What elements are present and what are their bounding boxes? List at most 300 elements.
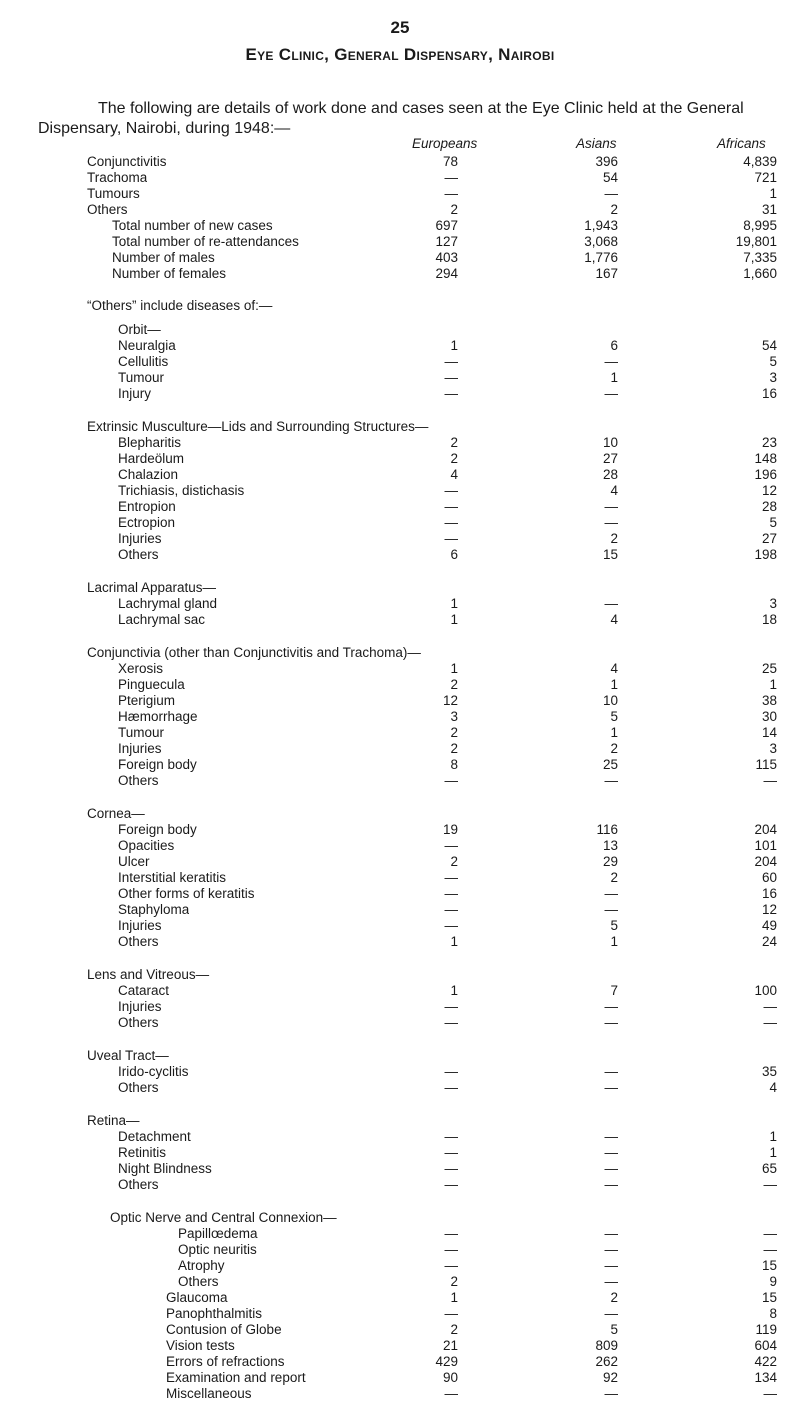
sections-block [0, 322, 800, 1402]
asians-value: 116 [596, 822, 618, 837]
europeans-value: — [444, 1242, 458, 1257]
africans-value: 9 [769, 1274, 777, 1289]
africans-value: 14 [761, 725, 777, 740]
europeans-value: — [444, 499, 458, 514]
row-label: Pinguecula [118, 677, 185, 692]
europeans-value: 2 [450, 854, 458, 869]
row-label: Foreign body [118, 822, 197, 837]
table-row [0, 154, 800, 170]
africans-value: 1 [769, 186, 777, 201]
europeans-value: — [444, 1177, 458, 1192]
table-row [0, 1306, 800, 1322]
africans-value: 12 [761, 483, 777, 498]
asians-value: 2 [610, 870, 618, 885]
table-row [0, 515, 800, 531]
page-title: Eye Clinic, General Dispensary, Nairobi [245, 45, 555, 64]
row-label: Cellulitis [118, 354, 169, 369]
africans-value: 15 [761, 1290, 777, 1305]
row-label: Injuries [118, 531, 162, 546]
africans-value: 19,801 [735, 234, 777, 249]
africans-value: 119 [755, 1322, 777, 1337]
africans-value: 15 [761, 1258, 777, 1273]
asians-value: 1,943 [584, 218, 618, 233]
table-row [0, 338, 800, 354]
asians-value: 1 [610, 370, 618, 385]
table-row [0, 531, 800, 547]
africans-value: 54 [761, 338, 777, 353]
europeans-value: 697 [435, 218, 458, 233]
row-label: Miscellaneous [166, 1386, 252, 1401]
asians-value: 2 [610, 202, 618, 217]
row-label: Total number of new cases [112, 218, 273, 233]
africans-value: 31 [761, 202, 777, 217]
row-label: Foreign body [118, 757, 197, 772]
europeans-value: 1 [450, 338, 458, 353]
row-label: Pterigium [118, 693, 176, 708]
africans-value: — [763, 1386, 777, 1401]
europeans-value: — [444, 386, 458, 401]
africans-value: 4,839 [743, 154, 777, 169]
table-row [0, 870, 800, 886]
asians-value: 25 [602, 757, 618, 772]
row-label: Injuries [118, 918, 162, 933]
asians-value: — [604, 499, 618, 514]
asians-value: 29 [602, 854, 618, 869]
table-row [0, 773, 800, 789]
africans-value: 16 [761, 386, 777, 401]
row-label: Others [118, 1015, 159, 1030]
africans-value: 16 [761, 886, 777, 901]
section-heading: Orbit— [118, 322, 161, 337]
europeans-value: — [444, 838, 458, 853]
row-label: Lachrymal gland [118, 596, 218, 611]
asians-value: — [604, 1129, 618, 1144]
table-row [0, 886, 800, 902]
europeans-value: — [444, 186, 458, 201]
europeans-value: 2 [450, 677, 458, 692]
asians-value: — [604, 1306, 618, 1321]
europeans-value: 2 [450, 725, 458, 740]
table-row [0, 234, 800, 250]
table-row [0, 1129, 800, 1145]
asians-value: 6 [610, 338, 618, 353]
asians-value: 15 [602, 547, 618, 562]
row-label: Others [87, 202, 128, 217]
africans-value: 30 [761, 709, 777, 724]
section-heading: Conjunctivia (other than Conjunctivitis and Trachoma)— [87, 645, 421, 660]
row-label: Other forms of keratitis [118, 886, 255, 901]
africans-value: 115 [755, 757, 777, 772]
africans-value: 35 [761, 1064, 777, 1079]
row-label: Ulcer [118, 854, 150, 869]
table-row [0, 483, 800, 499]
table-row [0, 1161, 800, 1177]
row-label: Others [118, 773, 159, 788]
table-row [0, 1274, 800, 1290]
africans-value: 100 [754, 983, 777, 998]
table-row [0, 983, 800, 999]
africans-value: 5 [769, 515, 777, 530]
table-row [0, 918, 800, 934]
intro-line-2: Dispensary, Nairobi, during 1948:— [38, 120, 291, 137]
asians-value: — [604, 886, 618, 901]
table-row [0, 499, 800, 515]
section-heading: Optic Nerve and Central Connexion— [110, 1210, 337, 1225]
europeans-value: 1 [450, 612, 458, 627]
table-row [0, 709, 800, 725]
table-row [0, 218, 800, 234]
asians-value: 5 [610, 1322, 618, 1337]
asians-value: 2 [610, 1290, 618, 1305]
europeans-value: 1 [450, 934, 458, 949]
row-label: Detachment [118, 1129, 191, 1144]
europeans-value: — [444, 1386, 458, 1401]
europeans-value: 21 [442, 1338, 458, 1353]
asians-value: 5 [610, 918, 618, 933]
europeans-value: — [444, 1064, 458, 1079]
table-row [0, 250, 800, 266]
africans-value: 25 [761, 661, 777, 676]
section-heading: Lacrimal Apparatus— [87, 580, 217, 595]
europeans-value: 2 [450, 451, 458, 466]
europeans-value: — [444, 1161, 458, 1176]
europeans-value: 127 [435, 234, 458, 249]
asians-value: — [604, 773, 618, 788]
africans-value: 18 [761, 612, 777, 627]
asians-value: — [604, 999, 618, 1014]
asians-value: 4 [610, 612, 618, 627]
section-heading: Uveal Tract— [87, 1048, 169, 1063]
row-label: Chalazion [118, 467, 179, 482]
section-heading: Lens and Vitreous— [87, 967, 210, 982]
row-label: Staphyloma [118, 902, 190, 917]
table-row [0, 693, 800, 709]
africans-value: 3 [769, 370, 777, 385]
africans-value: 198 [754, 547, 777, 562]
europeans-value: — [444, 1015, 458, 1030]
africans-value: — [763, 1015, 777, 1030]
africans-value: 134 [754, 1370, 777, 1385]
row-label: Injuries [118, 999, 162, 1014]
asians-value: 13 [602, 838, 618, 853]
europeans-value: 1 [450, 596, 458, 611]
africans-value: 3 [769, 741, 777, 756]
col-africans: Africans [717, 136, 766, 151]
table-row [0, 1015, 800, 1031]
europeans-value: — [444, 354, 458, 369]
europeans-value: 1 [450, 661, 458, 676]
europeans-value: 19 [442, 822, 458, 837]
row-label: Optic neuritis [178, 1242, 257, 1257]
row-label: Injuries [118, 741, 162, 756]
row-label: Injury [118, 386, 152, 401]
row-label: Lachrymal sac [118, 612, 206, 627]
table-header [0, 136, 800, 154]
europeans-value: — [444, 886, 458, 901]
asians-value: — [604, 1226, 618, 1241]
row-label: Ectropion [118, 515, 176, 530]
europeans-value: 2 [450, 1274, 458, 1289]
africans-value: 27 [761, 531, 777, 546]
africans-value: 196 [754, 467, 777, 482]
europeans-value: — [444, 515, 458, 530]
intro-paragraph [38, 99, 778, 139]
row-label: Conjunctivitis [87, 154, 167, 169]
table-row [0, 170, 800, 186]
europeans-value: 90 [442, 1370, 458, 1385]
table-row [0, 677, 800, 693]
asians-value: 2 [610, 531, 618, 546]
table-row [0, 612, 800, 628]
row-label: Opacities [118, 838, 175, 853]
africans-value: 65 [761, 1161, 777, 1176]
asians-value: 2 [610, 741, 618, 756]
table-row [0, 435, 800, 451]
table-row [0, 725, 800, 741]
asians-value: 28 [602, 467, 618, 482]
europeans-value: 8 [450, 757, 458, 772]
europeans-value: 294 [435, 266, 458, 281]
asians-value: 10 [602, 693, 618, 708]
table-row [0, 1386, 800, 1402]
row-label: Others [118, 934, 159, 949]
europeans-value: — [444, 1129, 458, 1144]
europeans-value: — [444, 1080, 458, 1095]
table-row [0, 757, 800, 773]
asians-value: — [604, 1242, 618, 1257]
row-label: Trichiasis, distichasis [118, 483, 245, 498]
row-label: Others [178, 1274, 219, 1289]
asians-value: — [604, 515, 618, 530]
asians-value: 4 [610, 661, 618, 676]
asians-value: — [604, 1015, 618, 1030]
col-asians: Asians [576, 136, 617, 151]
table-row [0, 741, 800, 757]
col-europeans: Europeans [412, 136, 478, 151]
table-row [0, 266, 800, 282]
table-row [0, 1226, 800, 1242]
table-row [0, 386, 800, 402]
asians-value: — [604, 386, 618, 401]
asians-value: — [604, 186, 618, 201]
asians-value: — [604, 1258, 618, 1273]
europeans-value: 1 [450, 983, 458, 998]
africans-value: 604 [754, 1338, 777, 1353]
africans-value: 12 [761, 902, 777, 917]
africans-value: 8,995 [743, 218, 777, 233]
row-label: Others [118, 1080, 159, 1095]
asians-value: — [604, 1177, 618, 1192]
row-label: Atrophy [178, 1258, 225, 1273]
row-label: Tumour [118, 725, 165, 740]
table-row [0, 1242, 800, 1258]
asians-value: 3,068 [584, 234, 618, 249]
table-row [0, 186, 800, 202]
europeans-value: 6 [450, 547, 458, 562]
europeans-value: — [444, 531, 458, 546]
africans-value: 28 [761, 499, 777, 514]
africans-value: 422 [754, 1354, 777, 1369]
asians-value: — [604, 354, 618, 369]
europeans-value: — [444, 1258, 458, 1273]
table-row [0, 934, 800, 950]
table-row [0, 451, 800, 467]
table-row [0, 1145, 800, 1161]
row-label: Tumour [118, 370, 165, 385]
row-label: Blepharitis [118, 435, 182, 450]
europeans-value: 2 [450, 202, 458, 217]
asians-value: 4 [610, 483, 618, 498]
asians-value: 10 [602, 435, 618, 450]
europeans-value: 4 [450, 467, 458, 482]
asians-value: 1 [610, 677, 618, 692]
table-row [0, 1370, 800, 1386]
row-label: Glaucoma [166, 1290, 228, 1305]
asians-value: 1 [610, 725, 618, 740]
row-label: Xerosis [118, 661, 164, 676]
europeans-value: 2 [450, 741, 458, 756]
africans-value: 204 [754, 854, 777, 869]
africans-value: 7,335 [743, 250, 777, 265]
table-row [0, 1290, 800, 1306]
europeans-value: 12 [442, 693, 458, 708]
europeans-value: — [444, 773, 458, 788]
row-label: Vision tests [166, 1338, 235, 1353]
row-label: Hæmorrhage [118, 709, 198, 724]
row-label: Entropion [118, 499, 176, 514]
africans-value: 38 [761, 693, 777, 708]
europeans-value: — [444, 170, 458, 185]
row-label: Examination and report [166, 1370, 306, 1385]
section-heading: Retina— [87, 1113, 140, 1128]
table-row [0, 999, 800, 1015]
africans-value: 4 [769, 1080, 777, 1095]
asians-value: 7 [610, 983, 618, 998]
asians-value: 27 [602, 451, 618, 466]
europeans-value: — [444, 1145, 458, 1160]
row-label: Errors of refractions [166, 1354, 285, 1369]
table-row [0, 1258, 800, 1274]
europeans-value: 403 [435, 250, 458, 265]
table-row [0, 1064, 800, 1080]
table-row [0, 1080, 800, 1096]
row-label: Neuralgia [118, 338, 176, 353]
row-label: Number of males [112, 250, 215, 265]
row-label: Night Blindness [118, 1161, 212, 1176]
page-number: 25 [390, 18, 410, 37]
row-label: Number of females [112, 266, 227, 281]
asians-value: 396 [595, 154, 618, 169]
section-heading: Cornea— [87, 806, 145, 821]
europeans-value: 2 [450, 435, 458, 450]
africans-value: 49 [761, 918, 777, 933]
africans-value: 148 [754, 451, 777, 466]
row-label: Interstitial keratitis [118, 870, 227, 885]
asians-value: 167 [595, 266, 618, 281]
table-row [0, 822, 800, 838]
africans-value: 8 [769, 1306, 777, 1321]
europeans-value: — [444, 483, 458, 498]
asians-value: — [604, 1064, 618, 1079]
asians-value: — [604, 596, 618, 611]
intro-line-1: The following are details of work done and cases seen at the Eye Clinic held at the General [98, 100, 744, 117]
asians-value: 54 [602, 170, 618, 185]
africans-value: — [763, 1226, 777, 1241]
africans-value: 1 [769, 1145, 777, 1160]
row-label: Total number of re-attendances [112, 234, 299, 249]
row-label: Contusion of Globe [166, 1322, 282, 1337]
table-row [0, 1322, 800, 1338]
europeans-value: 3 [450, 709, 458, 724]
table-row [0, 354, 800, 370]
africans-value: 1,660 [743, 266, 777, 281]
row-label: Hardeölum [118, 451, 185, 466]
africans-value: — [763, 1242, 777, 1257]
africans-value: — [763, 1177, 777, 1192]
section-heading: Extrinsic Musculture—Lids and Surrounding Structures— [87, 419, 429, 434]
africans-value: 3 [769, 596, 777, 611]
europeans-value: — [444, 1306, 458, 1321]
europeans-value: — [444, 1226, 458, 1241]
europeans-value: 2 [450, 1322, 458, 1337]
africans-value: 1 [769, 1129, 777, 1144]
table-row [0, 661, 800, 677]
asians-value: — [604, 1386, 618, 1401]
row-label: Trachoma [87, 170, 148, 185]
europeans-value: — [444, 902, 458, 917]
row-label: Retinitis [118, 1145, 167, 1160]
table-row [0, 902, 800, 918]
asians-value: 262 [595, 1354, 618, 1369]
row-label: Papillœdema [178, 1226, 258, 1241]
europeans-value: 1 [450, 1290, 458, 1305]
row-label: Irido-cyclitis [118, 1064, 189, 1079]
others-note: “Others” include diseases of:— [87, 298, 273, 313]
row-label: Panophthalmitis [166, 1306, 263, 1321]
table-row [0, 1338, 800, 1354]
africans-value: 101 [754, 838, 777, 853]
table-row [0, 1177, 800, 1193]
table-row [0, 1354, 800, 1370]
row-label: Tumours [87, 186, 140, 201]
row-label: Cataract [118, 983, 170, 998]
europeans-value: — [444, 870, 458, 885]
eye-clinic-table [0, 136, 800, 1402]
table-row [0, 370, 800, 386]
africans-value: 23 [761, 435, 777, 450]
africans-value: 1 [769, 677, 777, 692]
europeans-value: — [444, 918, 458, 933]
table-row [0, 854, 800, 870]
asians-value: 809 [595, 1338, 618, 1353]
table-row [0, 596, 800, 612]
asians-value: — [604, 1080, 618, 1095]
asians-value: 1 [610, 934, 618, 949]
table-row [0, 202, 800, 218]
asians-value: — [604, 1274, 618, 1289]
asians-value: — [604, 1145, 618, 1160]
asians-value: 92 [602, 1370, 618, 1385]
row-label: Others [118, 547, 159, 562]
africans-value: 204 [754, 822, 777, 837]
asians-value: — [604, 902, 618, 917]
europeans-value: 429 [435, 1354, 458, 1369]
asians-value: 1,776 [584, 250, 618, 265]
africans-value: 60 [761, 870, 777, 885]
summary-block [0, 154, 800, 282]
table-row [0, 547, 800, 563]
row-label: Others [118, 1177, 159, 1192]
